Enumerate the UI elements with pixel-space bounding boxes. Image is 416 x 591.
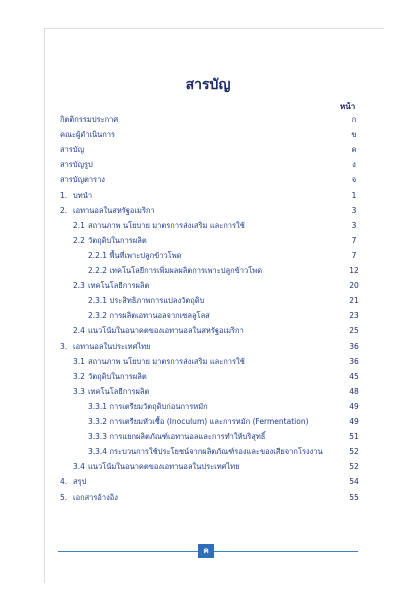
toc-entry-title: แนวโน้มในอนาคตของเอทานอลในสหรัฐอเมริกา (88, 326, 244, 336)
toc-entry-page: 51 (349, 432, 359, 442)
toc-entry-title: 2.2.2 เทคโนโลยีการเพิ่มผลผลิตการเพาะปลูกข้าวโพด (88, 266, 263, 275)
toc-entry (0, 279, 416, 293)
toc-entry (0, 370, 416, 384)
toc-entry (0, 143, 416, 157)
toc-entry-title: 2.3.2 การผลิตเอทานอลจากเซลลูโลส (88, 311, 210, 321)
toc-entry-number: 2.2 (73, 235, 85, 245)
toc-entry (0, 309, 416, 323)
toc-entry (0, 294, 416, 308)
toc-entry-title: เทคโนโลยีการผลิต (88, 386, 150, 396)
footer-page-number: ค (198, 544, 214, 558)
toc-entry (0, 460, 416, 474)
toc-entry (0, 113, 416, 127)
toc-entry-number: 3. (60, 341, 68, 351)
toc-entry-title: กิตติกรรมประกาศ (60, 115, 119, 124)
toc-entry-number: 2.1 (73, 220, 85, 230)
toc-entry-page: 45 (349, 371, 359, 381)
toc-entry (0, 445, 416, 459)
toc-entry (0, 400, 416, 414)
toc-entry (0, 475, 416, 489)
toc-entry (0, 204, 416, 218)
toc-entry (0, 491, 416, 505)
toc-entry (0, 324, 416, 338)
toc-entry-page: 3 (351, 205, 357, 215)
toc-entry-page: 55 (349, 492, 359, 502)
toc-entry-title: สารบัญ (60, 145, 84, 155)
toc-entry-number: 3.4 (73, 462, 85, 472)
toc-entry-title: 3.3.2 การเตรียมหัวเชื้อ (Inoculum) และการหมัก (Fermentation) (88, 417, 309, 426)
toc-entry-page: 1 (351, 190, 357, 200)
toc-entry-title: เอทานอลในประเทศไทย (73, 341, 151, 351)
toc-entry-page: 52 (349, 462, 359, 472)
toc-entry (0, 249, 416, 263)
page-column-header: หน้า (340, 102, 356, 111)
toc-entry-title: 3.3.1 การเตรียมวัตถุดิบก่อนการหมัก (88, 401, 208, 411)
toc-entry (0, 430, 416, 444)
toc-entry (0, 158, 416, 172)
toc-entry (0, 189, 416, 203)
toc-entry-page: 49 (349, 417, 359, 426)
toc-entry-page: จ (351, 175, 357, 185)
toc-entry (0, 264, 416, 278)
toc-entry-number: 2. (60, 205, 68, 215)
toc-entry-title: คณะผู้ดำเนินการ (60, 130, 116, 140)
toc-entry-page: 49 (349, 401, 359, 411)
toc-entry-number: 3.1 (73, 356, 85, 366)
toc-entry-title: 2.2.1 พื้นที่เพาะปลูกข้าวโพด (88, 250, 182, 260)
toc-entry-title: บทนำ (73, 190, 93, 200)
toc-entry-title: 3.3.3 การแยกผลิตภัณฑ์เอทานอลและการทำให้บริสุทธิ์ (88, 432, 266, 442)
toc-entry-page: 3 (351, 220, 357, 230)
toc-entry-title: สถานภาพ นโยบาย มาตรการส่งเสริม และการใช้ (88, 356, 245, 366)
toc-entry-page: 20 (349, 281, 359, 291)
toc-entry-page: 12 (349, 266, 359, 275)
toc-entry-page: 21 (349, 296, 359, 306)
toc-entry-page: 54 (349, 477, 359, 487)
toc-entry-title: 3.3.4 กระบวนการใช้ประโยชน์จากผลิตภัณฑ์รองและของเสียจากโรงงาน (88, 447, 323, 457)
toc-entry-title: เอกสารอ้างอิง (73, 492, 118, 502)
toc-entry-page: ง (352, 160, 356, 170)
toc-entry (0, 385, 416, 399)
toc-entry-title: สารบัญรูป (60, 160, 93, 170)
toc-entry-title: เอทานอลในสหรัฐอเมริกา (73, 205, 155, 215)
toc-entry-title: วัตถุดิบในการผลิต (88, 371, 147, 381)
toc-entry-page: 36 (349, 356, 359, 366)
toc-entry-title: วัตถุดิบในการผลิต (88, 235, 147, 245)
toc-entry-page: 48 (349, 386, 359, 396)
toc-entry (0, 340, 416, 354)
toc-entry-number: 3.3 (73, 386, 85, 396)
toc-entry-number: 1. (60, 190, 68, 200)
toc-entry-page: 36 (349, 341, 359, 351)
toc-entry-number: 2.3 (73, 281, 85, 291)
toc-entry-number: 3.2 (73, 371, 85, 381)
toc-entry-number: 5. (60, 492, 68, 502)
toc-entry-page: 7 (351, 235, 357, 245)
page-border-top (44, 28, 384, 29)
toc-entry-title: สถานภาพ นโยบาย มาตรการส่งเสริม และการใช้ (88, 220, 245, 230)
toc-entry-title: สารบัญตาราง (60, 175, 105, 185)
toc-entry-title: สรุป (73, 477, 87, 487)
toc-entry-page: 23 (349, 311, 359, 321)
toc-entry-number: 4. (60, 477, 68, 487)
page-title: สารบัญ (185, 77, 231, 93)
toc-entry-page: ค (351, 145, 357, 155)
toc-entry (0, 355, 416, 369)
toc-entry-page: 7 (351, 250, 357, 260)
toc-entry (0, 128, 416, 142)
toc-entry-page: 52 (349, 447, 359, 457)
toc-entry (0, 234, 416, 248)
toc-entry (0, 173, 416, 187)
toc-entry-title: เทคโนโลยีการผลิต (88, 281, 150, 291)
toc-entry-title: 2.3.1 ประสิทธิภาพการแปลงวัตถุดิบ (88, 296, 205, 306)
toc-entry-page: ข (351, 130, 357, 140)
toc-entry (0, 415, 416, 429)
toc-entry-page: ก (351, 115, 357, 124)
toc-entry-title: แนวโน้มในอนาคตของเอทานอลในประเทศไทย (88, 462, 240, 472)
toc-entry (0, 219, 416, 233)
toc-entry-number: 2.4 (73, 326, 85, 336)
toc-entry-page: 25 (349, 326, 359, 336)
